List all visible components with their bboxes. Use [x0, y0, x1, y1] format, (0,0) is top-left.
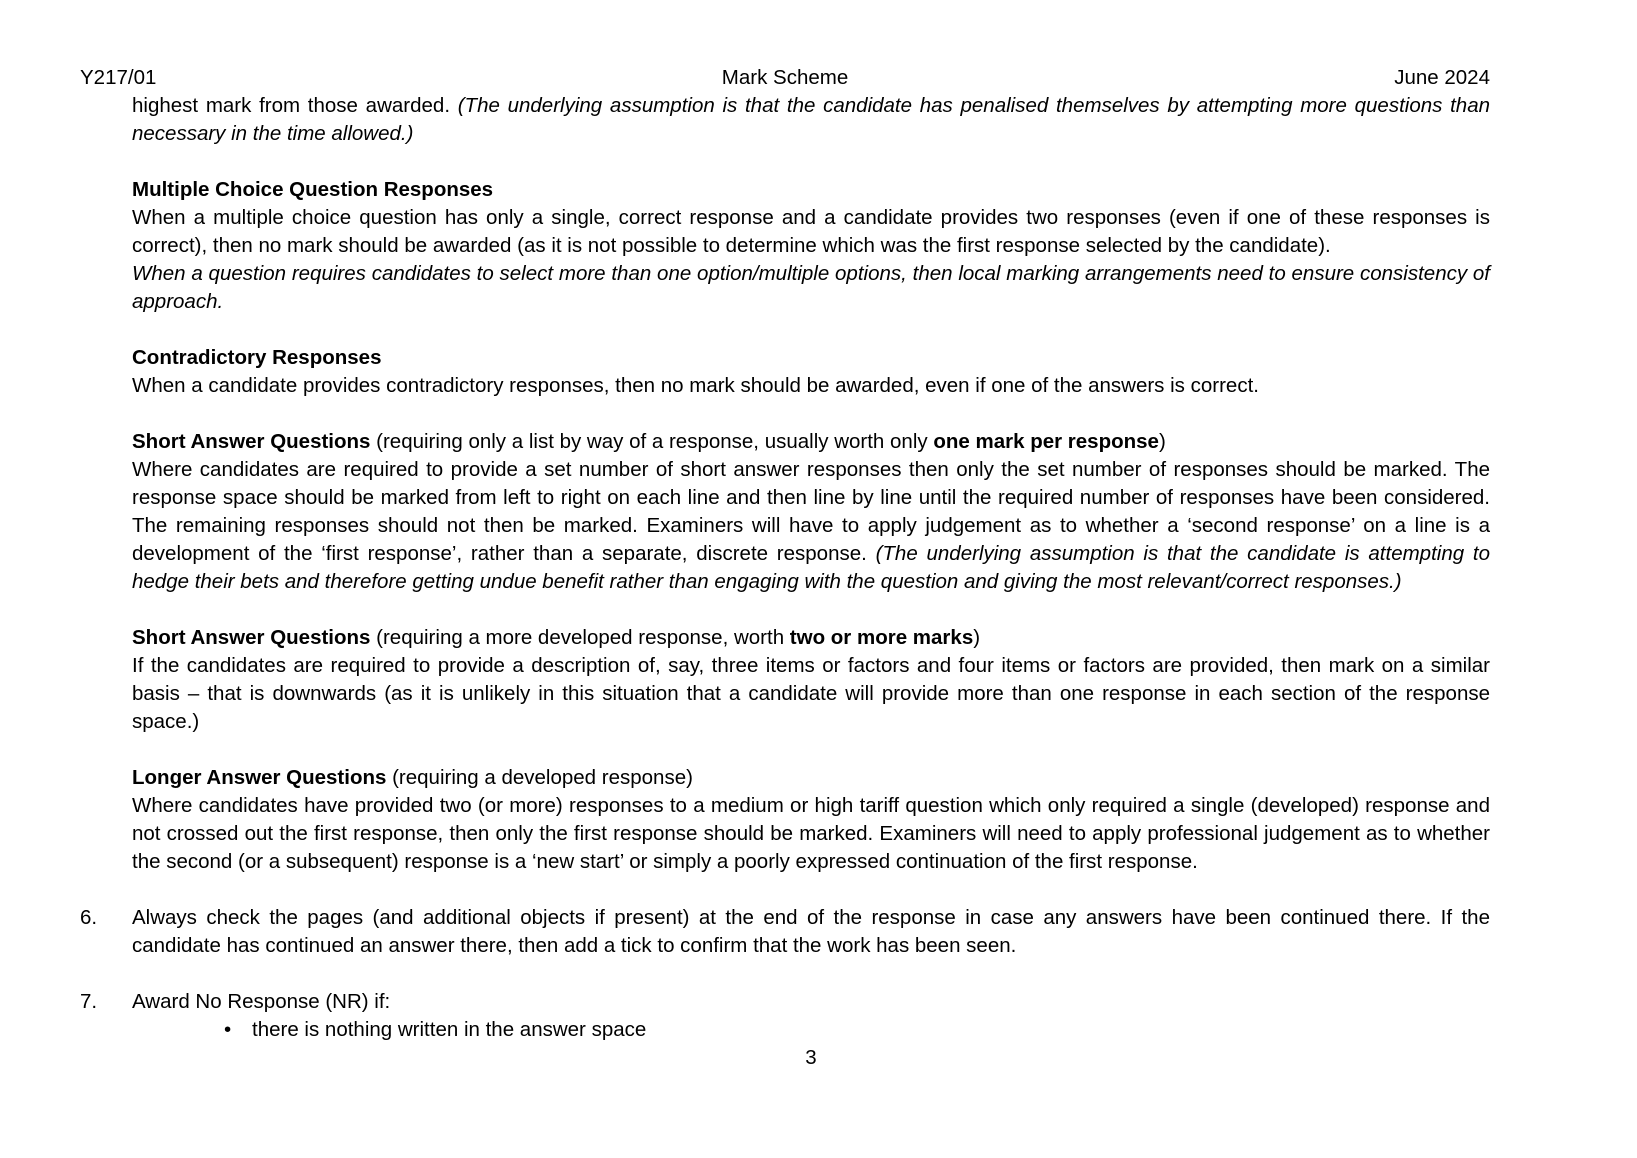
section-paragraph: Where candidates have provided two (or more) responses to a medium or high tariff question which only required a single (developed) response and not crossed out the first response, then only the first response should be marked. Examiners will need to apply professional judgement as to whether the second (or a subsequent) response is a ‘new start’ or simply a poorly expressed continuation of the first response.	[132, 794, 1490, 873]
section-paragraph: When a candidate provides contradictory responses, then no mark should be awarded, even if one of the answers is correct.	[132, 374, 1259, 397]
document-title: Mark Scheme	[721, 66, 849, 89]
section-short-answer-questions-list	[132, 428, 1490, 596]
section-paragraph: Where candidates are required to provide a set number of short answer responses then only the set number of responses should be marked. The response space should be marked from left to right on each line and then line by line until the required number of responses have been considered. The remaining responses should not then be marked. Examiners will have to apply judgement as to whether a ‘second response’ on a line is a development of the ‘first response’, rather than a separate, discrete response. (The underlying assumption is that the candidate is attempting to hedge their bets and therefore getting undue benefit rather than engaging with the question and giving the most relevant/correct responses.)	[132, 458, 1490, 593]
section-longer-answer-questions	[132, 764, 1490, 876]
section-contradictory-responses	[132, 344, 1490, 400]
item-number: 7.	[80, 990, 98, 1013]
bullet-icon: •	[224, 1018, 232, 1041]
bullet-text: there is nothing written in the answer space	[252, 1018, 647, 1041]
section-paragraph: When a question requires candidates to select more than one option/multiple options, then local marking arrangements need to ensure consistency of approach.	[132, 262, 1490, 313]
page-number: 3	[805, 1046, 817, 1069]
item-text: Award No Response (NR) if:	[132, 990, 391, 1013]
section-paragraph: When a multiple choice question has only a single, correct response and a candidate provides two responses (even if one of these responses is correct), then no mark should be awarded (as it is not possible to determine which was the first response selected by the candidate).	[132, 206, 1490, 257]
document-body	[80, 92, 1490, 1072]
section-multiple-choice-question-responses	[132, 176, 1490, 316]
section-heading: Short Answer Questions (requiring only a list by way of a response, usually worth only one mark per response)	[132, 430, 1166, 453]
paper-code: Y217/01	[80, 66, 157, 89]
section-heading: Short Answer Questions (requiring a more developed response, worth two or more marks)	[132, 626, 981, 649]
intro-paragraph: highest mark from those awarded. (The underlying assumption is that the candidate has penalised themselves by attempting more questions than necessary in the time allowed.)	[132, 94, 1490, 145]
section-heading: Longer Answer Questions (requiring a developed response)	[132, 766, 693, 789]
item-text: Always check the pages (and additional objects if present) at the end of the response in case any answers have been continued there. If the candidate has continued an answer there, then add a tick to confirm that the work has been seen.	[132, 906, 1490, 957]
section-paragraph: If the candidates are required to provide a description of, say, three items or factors and four items or factors are provided, then mark on a similar basis – that is downwards (as it is unlikely in this situation that a candidate will provide more than one response in each section of the response space.)	[132, 654, 1490, 733]
section-heading: Multiple Choice Question Responses	[132, 178, 494, 201]
section-short-answer-questions-developed	[132, 624, 1490, 736]
document-header	[80, 64, 1490, 92]
numbered-item-7	[80, 988, 1490, 1044]
session-date: June 2024	[1394, 66, 1490, 89]
section-heading: Contradictory Responses	[132, 346, 382, 369]
bullet-item	[132, 1016, 1490, 1044]
numbered-item-6	[80, 904, 1490, 960]
item-number: 6.	[80, 906, 98, 929]
